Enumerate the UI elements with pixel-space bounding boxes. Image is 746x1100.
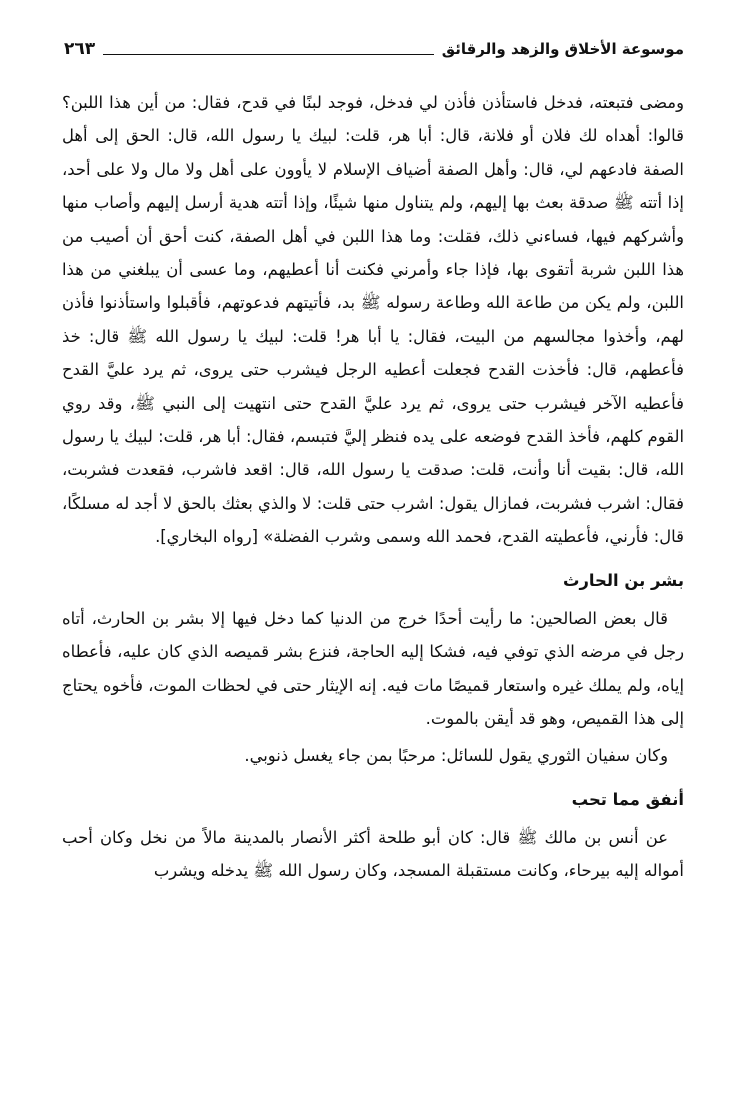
running-header [64, 34, 684, 64]
paragraph-bishr: قال بعض الصالحين: ما رأيت أحدًا خرج من الدنيا كما دخل فيها إلا بشر بن الحارث، أتاه رجل في مرضه الذي توفي فيه، فشكا إليه الحاجة، فنزع بشر قميصه الذي كان عليه، فأعطاه إياه، ولم يملك غيره واستعار قميصًا مات فيه. إنه الإيثار حتى في لحظات الموت، فأخوه يحتاج إلى هذا القميص، وهو قد أيقن بالموت. [62, 608, 684, 728]
section-heading-spend: أنفق مما تحب [571, 789, 684, 809]
page-body [62, 86, 684, 1070]
paragraph-hadith-abu-hurayra: ومضى فتبعته، فدخل فاستأذن فأذن لي فدخل، فوجد لبنًا في قدح، فقال: من أين هذا اللبن؟ قالوا: أهداه لك فلان أو فلانة، قال: أبا هر، قلت: لبيك يا رسول الله، قال: الحق إلى أهل الصفة فادعهم لي، قال: وأهل الصفة أضياف الإسلام لا يأوون على أهل ولا مال ولا على أحد، إذا أتته ﷺ صدقة بعث بها إليهم، ولم يتناول منها شيئًا، وإذا أتته هدية أرسل إليهم وأصاب منها وأشركهم فيها، فساءني ذلك، فقلت: وما هذا اللبن في أهل الصفة، كنت أحق أن أصيب من هذا اللبن شربة أتقوى بها، فإذا جاء وأمرني فكنت أنا أعطيهم، وما عسى أن يبلغني من هذا اللبن، ولم يكن من طاعة الله وطاعة رسوله ﷺ بد، فأتيتهم فدعوتهم، فأقبلوا واستأذنوا فأذن لهم، وأخذوا مجالسهم من البيت، فقال: يا أبا هر! قلت: لبيك يا رسول الله ﷺ قال: خذ فأعطهم، قال: فأخذت القدح فجعلت أعطيه الرجل فيشرب حتى يروى، ثم يرد عليَّ القدح فأعطيه الآخر فيشرب حتى يروى، ثم يرد عليَّ القدح حتى انتهيت إلى النبي ﷺ، وقد روي القوم كلهم، فأخذ القدح فوضعه على يده فنظر إليَّ فتبسم، فقال: أبا هر، قلت: لبيك يا رسول الله، قال: بقيت أنا وأنت، قلت: صدقت يا رسول الله، قال: اقعد فاشرب، فقعدت فشربت، فقال: اشرب فشربت، فمازال يقول: اشرب حتى قلت: لا والذي بعثك بالحق لا أجد له مسلكًا، قال: فأرني، فأعطيته القدح، فحمد الله وسمى وشرب الفضلة» [رواه البخاري]. [62, 93, 684, 547]
header-rule [103, 54, 434, 55]
book-title: موسوعة الأخلاق والزهد والرقائق [441, 40, 684, 58]
paragraph-sufyan: وكان سفيان الثوري يقول للسائل: مرحبًا بمن جاء يغسل ذنوبي. [244, 746, 668, 766]
page-number: ٢٦٣ [64, 39, 96, 59]
section-heading-bishr: بشر بن الحارث [563, 570, 684, 590]
paragraph-anas: عن أنس بن مالك ﷺ قال: كان أبو طلحة أكثر الأنصار بالمدينة مالاً من نخل وكان أحب أمواله إليه بيرحاء، وكانت مستقبلة المسجد، وكان رسول الله ﷺ يدخله ويشرب [62, 827, 684, 881]
